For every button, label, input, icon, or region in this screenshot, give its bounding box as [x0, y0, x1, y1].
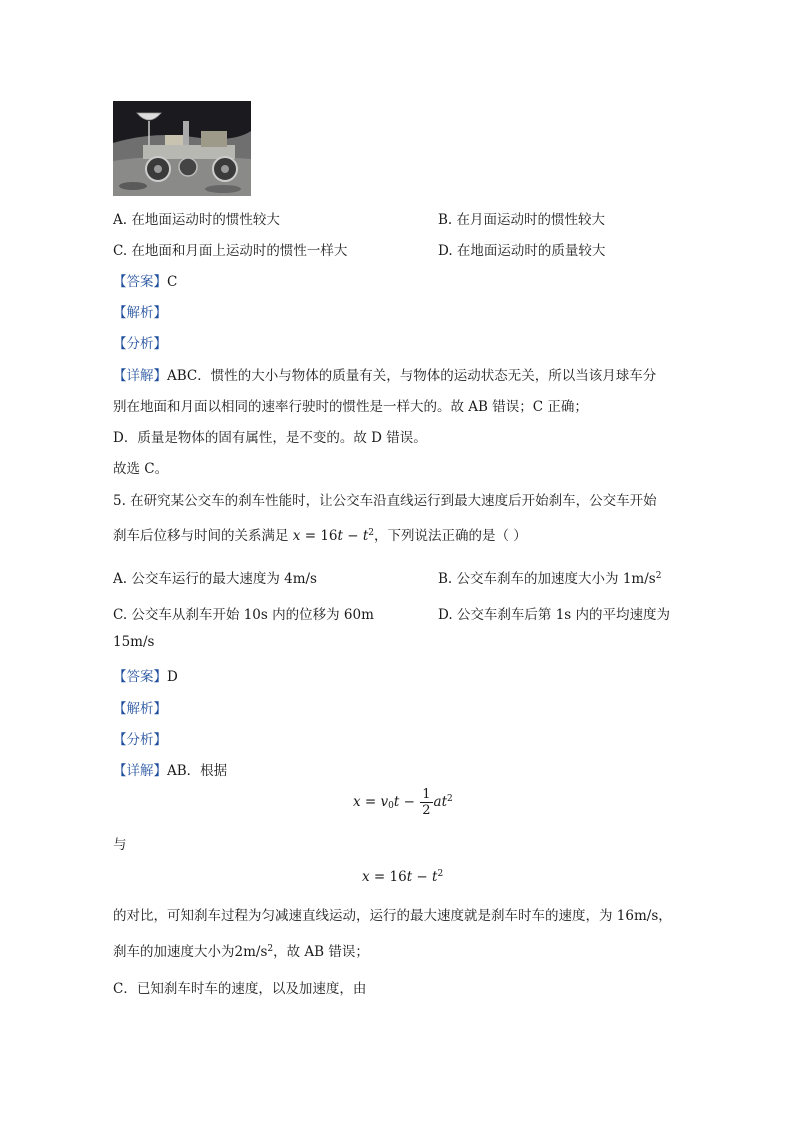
- answer-tag: 【答案】: [113, 669, 167, 685]
- q4-detail-line2: 别在地面和月面以相同的速率行驶时的惯性是一样大的。故 AB 错误；C 正确；: [113, 399, 588, 415]
- stem-text: 刹车后位移与时间的关系满足: [113, 528, 289, 544]
- q5-analysis-tag: 【解析】: [113, 701, 167, 717]
- q4-detail-line1: [113, 364, 656, 384]
- accel-text-end: ，故 AB 错误；: [273, 944, 369, 960]
- accel-value: 2m/s: [234, 944, 268, 960]
- motion-equation: $x = 16t - t^2$: [292, 528, 375, 544]
- detail-tag: 【详解】: [113, 763, 167, 779]
- stem-text-end: ，下列说法正确的是（ ）: [374, 528, 527, 544]
- q5-option-a: A. 公交车运行的最大速度为 4m/s: [113, 571, 317, 587]
- formula-general: $x = v_0t$ − $\frac{1}{2}$ $at^2$: [353, 787, 453, 818]
- accel-text: 刹车的加速度大小为: [113, 944, 235, 960]
- answer-value: C: [167, 274, 178, 290]
- answer-value: D: [167, 669, 178, 685]
- q5-and-word: 与: [113, 837, 127, 853]
- detail-text: AB．根据: [167, 763, 228, 779]
- option-b-text: B. 公交车刹车的加速度大小为: [438, 571, 619, 587]
- q4-analysis-tag: 【解析】: [113, 305, 167, 321]
- q5-compare-line: 的对比，可知刹车过程为匀减速直线运动，运行的最大速度就是刹车时车的速度，为 16m/s，: [113, 908, 672, 924]
- q5-detail-line1: [113, 759, 227, 779]
- q5-stem-line2: [113, 524, 527, 544]
- q5-c-line: C．已知刹车时车的速度，以及加速度，由: [113, 981, 367, 997]
- q4-option-a: A. 在地面运动时的惯性较大: [113, 212, 280, 228]
- q4-option-b: B. 在月面运动时的惯性较大: [438, 212, 606, 228]
- half-fraction: $\frac{1}{2}$: [422, 787, 431, 818]
- q5-option-d-cont: 15m/s: [113, 634, 155, 650]
- detail-tag: 【详解】: [113, 368, 167, 384]
- detail-text: ABC．惯性的大小与物体的质量有关，与物体的运动状态无关，所以当该月球车分: [167, 368, 657, 384]
- option-b-value: 1m/s: [622, 571, 656, 587]
- lunar-rover-photo: [113, 101, 251, 196]
- q5-option-d: D. 公交车刹车后第 1s 内的平均速度为: [438, 607, 671, 623]
- q4-detail-line3: D．质量是物体的固有属性，是不变的。故 D 错误。: [113, 430, 427, 446]
- q5-option-b: B. 公交车刹车的加速度大小为 $1m/s^2$: [438, 571, 662, 587]
- answer-tag: 【答案】: [113, 274, 167, 290]
- q4-fenxi-tag: 【分析】: [113, 336, 167, 352]
- q4-option-d: D. 在地面运动时的质量较大: [438, 243, 606, 259]
- q5-fenxi-tag: 【分析】: [113, 732, 167, 748]
- q4-conclusion: 故选 C。: [113, 461, 169, 477]
- lunar-rover-image: [113, 101, 251, 196]
- q5-answer: [113, 665, 178, 685]
- formula-specific: $x = 16t - t^2$: [362, 869, 444, 885]
- q5-stem-line1: 5. 在研究某公交车的刹车性能时，让公交车沿直线运行到最大速度后开始刹车，公交车开始: [113, 493, 657, 509]
- q5-accel-line: 刹车的加速度大小为$2m/s^2$，故 AB 错误；: [113, 944, 369, 960]
- q4-option-c: C. 在地面和月面上运动时的惯性一样大: [113, 243, 348, 259]
- q5-option-c: C. 公交车从刹车开始 10s 内的位移为 60m: [113, 607, 374, 623]
- q4-answer: [113, 270, 177, 290]
